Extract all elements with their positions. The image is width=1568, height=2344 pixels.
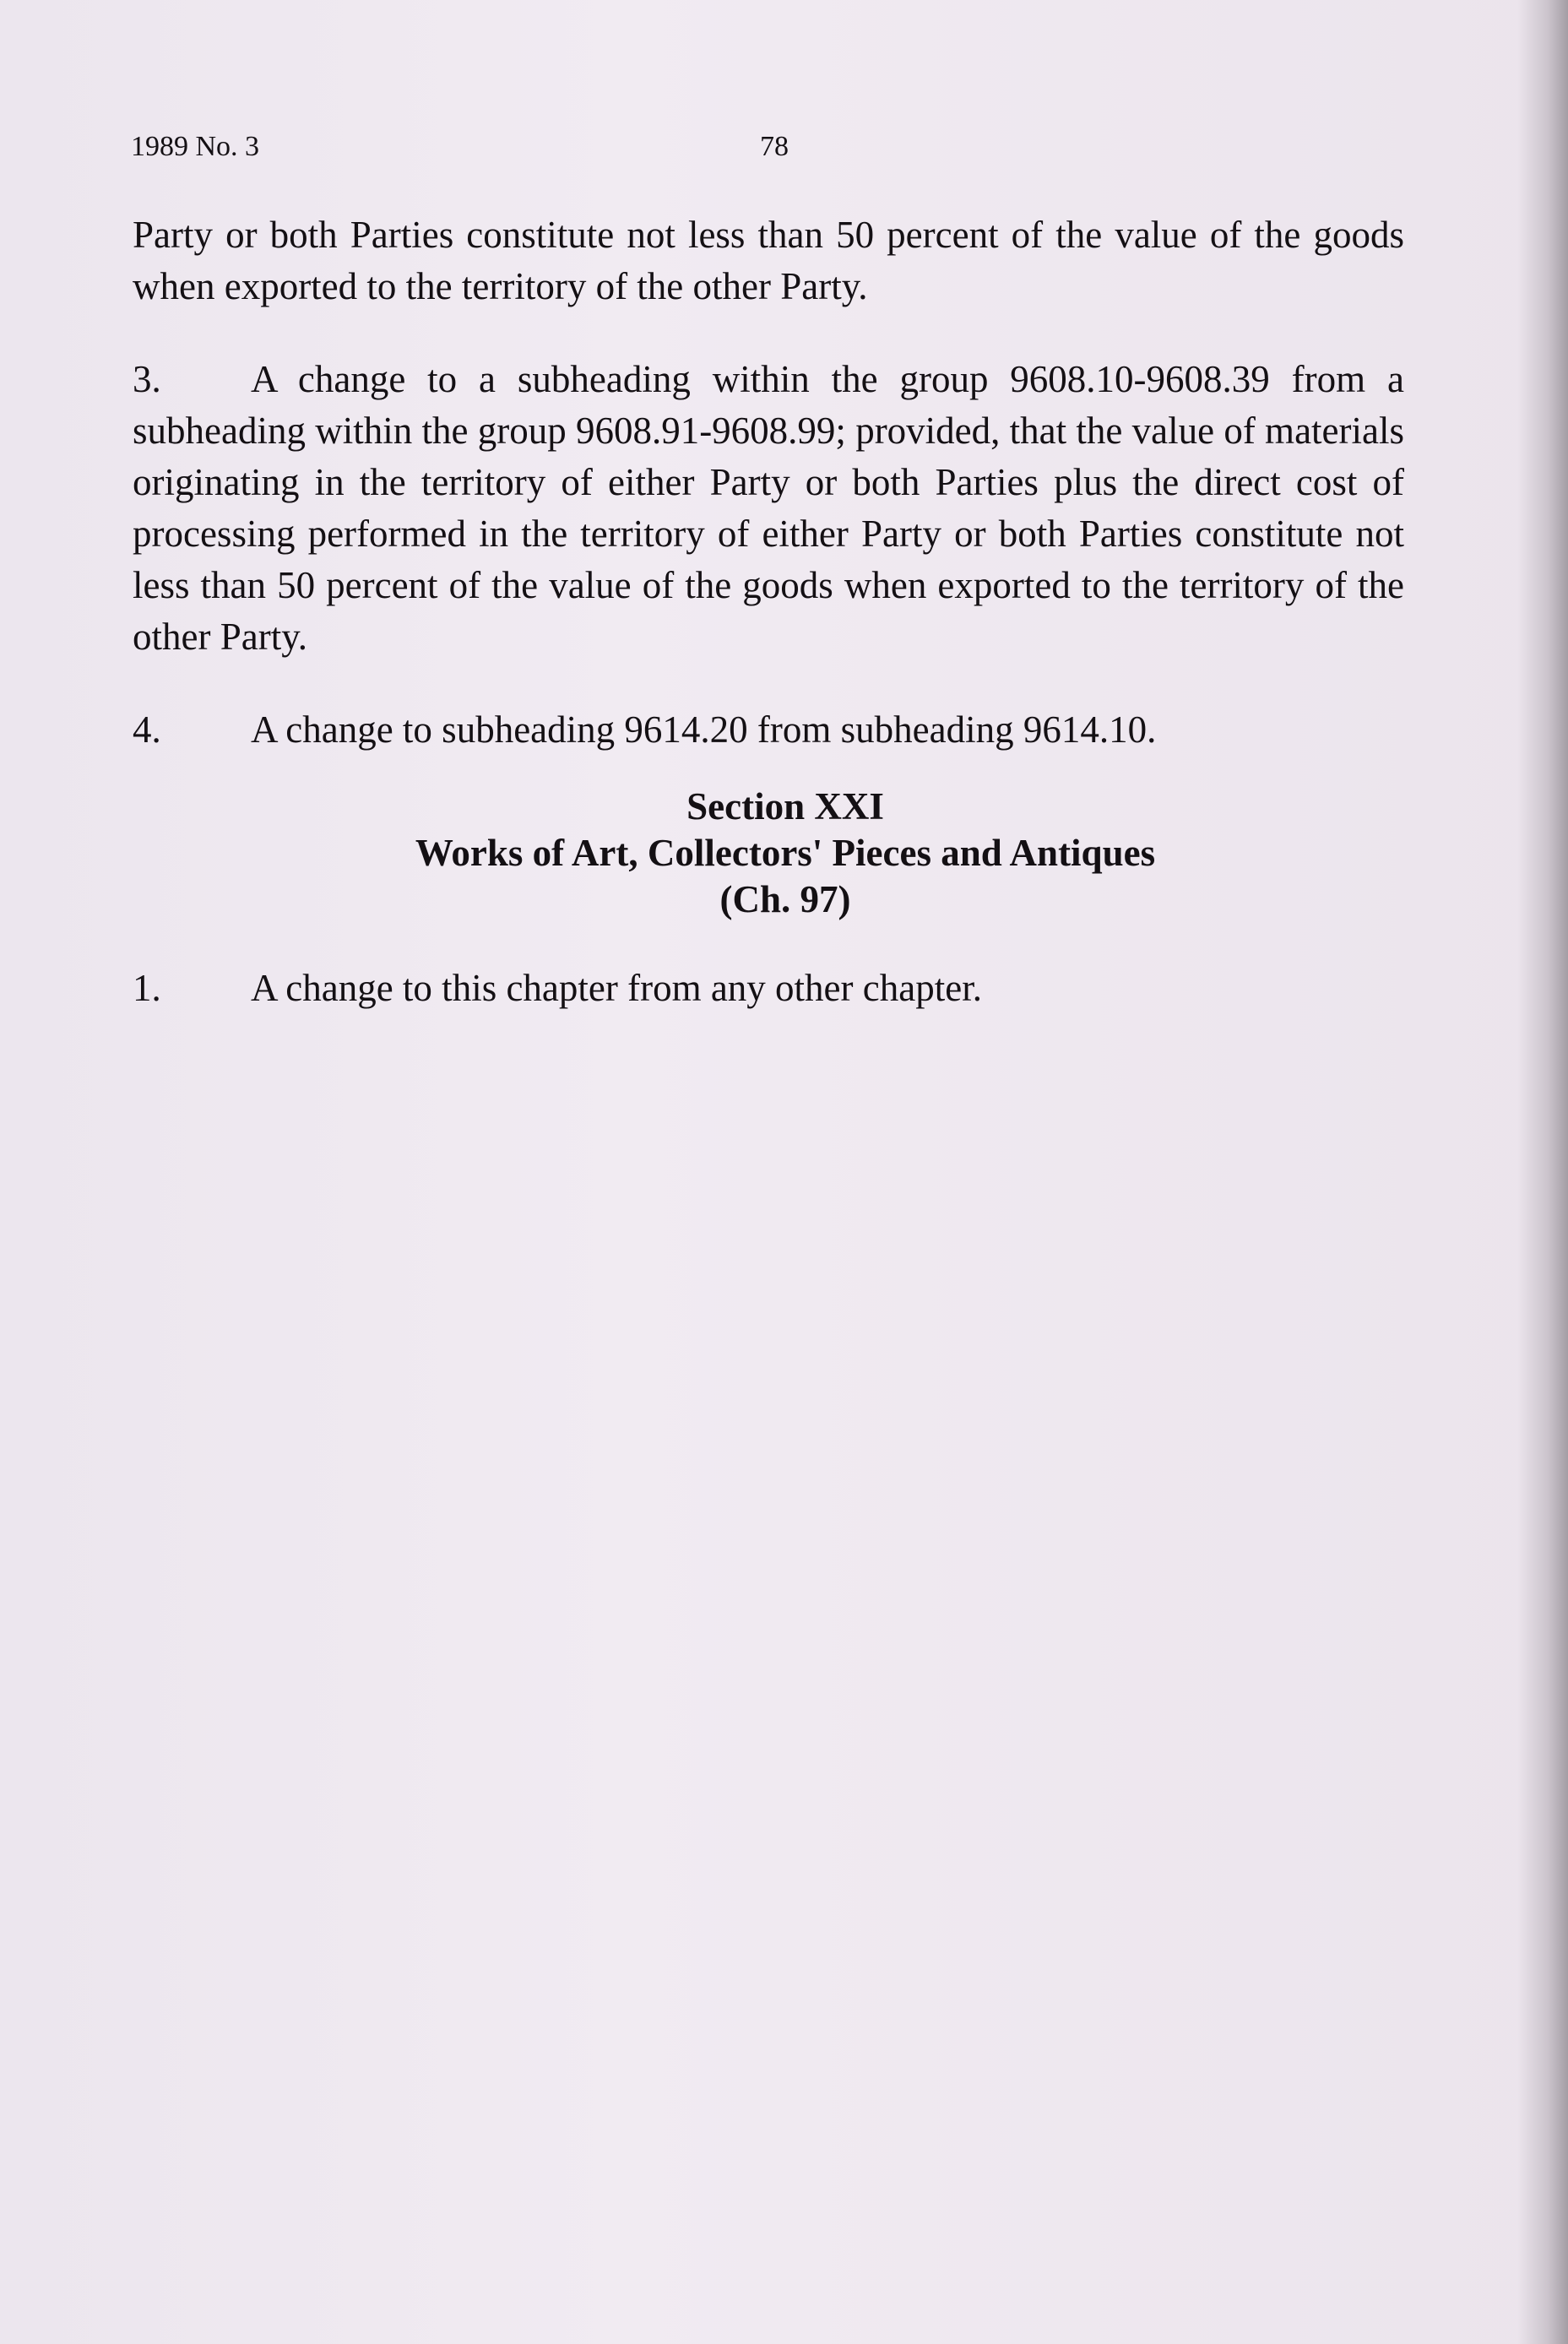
rule-number: 4.: [133, 708, 161, 751]
rule-text: A change to this chapter from any other chapter.: [251, 967, 982, 1009]
page-body: [133, 209, 1404, 1055]
binding-shadow: [1517, 0, 1568, 2344]
rule-item: [133, 704, 1404, 756]
rule-text: A change to a subheading within the group 9608.10-9608.39 from a subheading within the group 9608.91-9608.99; provided, that the value of materials originating in the territory of either Party or both Parties plus the direct cost of processing performed in the territory of either Party or both Parties constitute not less than 50 percent of the value of the goods when exported to the territory of the other Party.: [133, 358, 1404, 658]
section-chapter: (Ch. 97): [719, 878, 851, 920]
page-header: [131, 131, 1397, 173]
page-number: 78: [760, 131, 789, 162]
document-id: 1989 No. 3: [131, 131, 260, 162]
rule-number: 1.: [133, 967, 161, 1009]
rule-number: 3.: [133, 358, 161, 400]
rule-item: [133, 354, 1404, 663]
rule-item: [133, 963, 1404, 1014]
section-label: Section XXI: [686, 785, 884, 827]
continuation-paragraph: Party or both Parties constitute not less than 50 percent of the value of the goods when exported to the territory of the other Party.: [133, 214, 1404, 307]
section-title: Works of Art, Collectors' Pieces and Antiques: [415, 832, 1156, 874]
section-heading: [133, 784, 1404, 923]
rule-text: A change to subheading 9614.20 from subheading 9614.10.: [251, 708, 1157, 751]
